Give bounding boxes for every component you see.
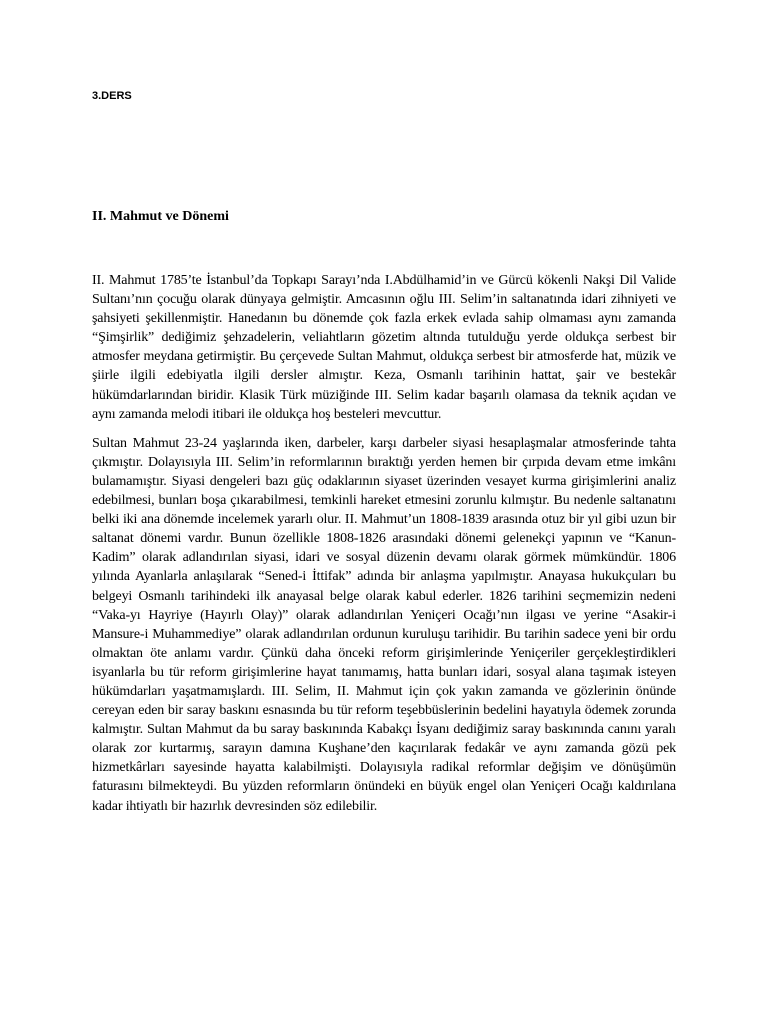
body-text [92,271,676,826]
paragraph-2: Sultan Mahmut 23-24 yaşlarında iken, darbeler, karşı darbeler siyasi hesaplaşmalar atmosferinde tahta çıkmıştır. Dolayısıyla III. Selim’in reformlarının bıraktığı yerden hemen bir çırpıda devam etme imkânı bulamamıştır. Siyasi dengeleri bazı güç odaklarının siyaset üzerinden vesayet kurma girişimlerini analiz edebilmesi, bunları boşa çıkarabilmesi, temkinli hareket etmesini zorunlu kılmıştır. Bu nedenle saltanatını belki iki ana dönemde incelemek yararlı olur. II. Mahmut’un 1808-1839 arasında otuz bir yıl gibi uzun bir saltanat dönemi vardır. Bunun özellikle 1808-1826 arasındaki dönemi gelenekçi yapının ve “Kanun- Kadim” olarak adlandırılan siyasi, idari ve sosyal düzenin devamı olarak görmek mümkündür. 1806 yılında Ayanlarla anlaşılarak “Sened-i İttifak” adında bir anlaşma yapılmıştır. Anayasa hukukçuları bu belgeyi Osmanlı tarihindeki ilk anayasal belge olarak kabul ederler. 1826 tarihini seçmemizin nedeni “Vaka-yı Hayriye (Hayırlı Olay)” olarak adlandırılan Yeniçeri Ocağı’nın ilgası ve yerine “Asakir-i Mansure-i Muhammediye” olarak adlandırılan ordunun kuruluşu tarihidir. Bu tarihin sadece yeni bir ordu olmaktan öte anlamı vardır. Çünkü daha önceki reform girişimlerinde Yeniçeriler gerçekleştirdikleri isyanlarla bu tür reform girişimlerine hayat tanımamış, hatta bunları idari, sosyal alana taşımak isteyen hükümdarları yaşatmamışlardı. III. Selim, II. Mahmut için çok yakın zamanda ve gözlerinin önünde cereyan eden bir saray baskını esnasında bu tür reform teşebbüslerinin bedelini hayatıyla ödemek zorunda kalmıştır. Sultan Mahmut da bu saray baskınında Kabakçı İsyanı dediğimiz saray baskınında canını yaralı olarak zor kurtarmış, sarayın damına Kuşhane’den kaçırılarak fedakâr ve aynı zamanda gözü pek hizmetkârları sayesinde hayatta kalabilmişti. Dolayısıyla radikal reformlar değişim ve dönüşümün faturasını bilmekteydi. Bu yüzden reformların önündeki en büyük engel olan Yeniçeri Ocağı kaldırılana kadar ihtiyatlı bir hazırlık devresinden söz edilebilir. [92,435,676,814]
paragraph-1: II. Mahmut 1785’te İstanbul’da Topkapı Sarayı’nda I.Abdülhamid’in ve Gürcü kökenli Nakşi Dil Valide Sultanı’nın çocuğu olarak dünyaya gelmiştir. Amcasının oğlu III. Selim’in saltanatında idari zihniyeti ve şahsiyeti şekillenmiştir. Hanedanın bu dönemde çok fazla erkek evlada sahip olmaması aynı zamanda “Şimşirlik” dediğimiz şehzadelerin, veliahtların gözetim altında tutulduğu yerde oldukça serbest bir atmosfer meydana getirmiştir. Bu çerçevede Sultan Mahmut, oldukça serbest bir atmosferde hat, müzik ve şiirle ilgili edebiyatla ilgili dersler almıştır. Keza, Osmanlı tarihinin hattat, şair ve bestekâr hükümdarlarından biridir. Klasik Türk müziğinde III. Selim kadar başarılı olamasa da teknik açıdan ve aynı zamanda melodi itibari ile oldukça hoş besteleri mevcuttur. [92,273,676,422]
section-title: II. Mahmut ve Dönemi [92,209,229,224]
lesson-label: 3.DERS [92,90,132,102]
